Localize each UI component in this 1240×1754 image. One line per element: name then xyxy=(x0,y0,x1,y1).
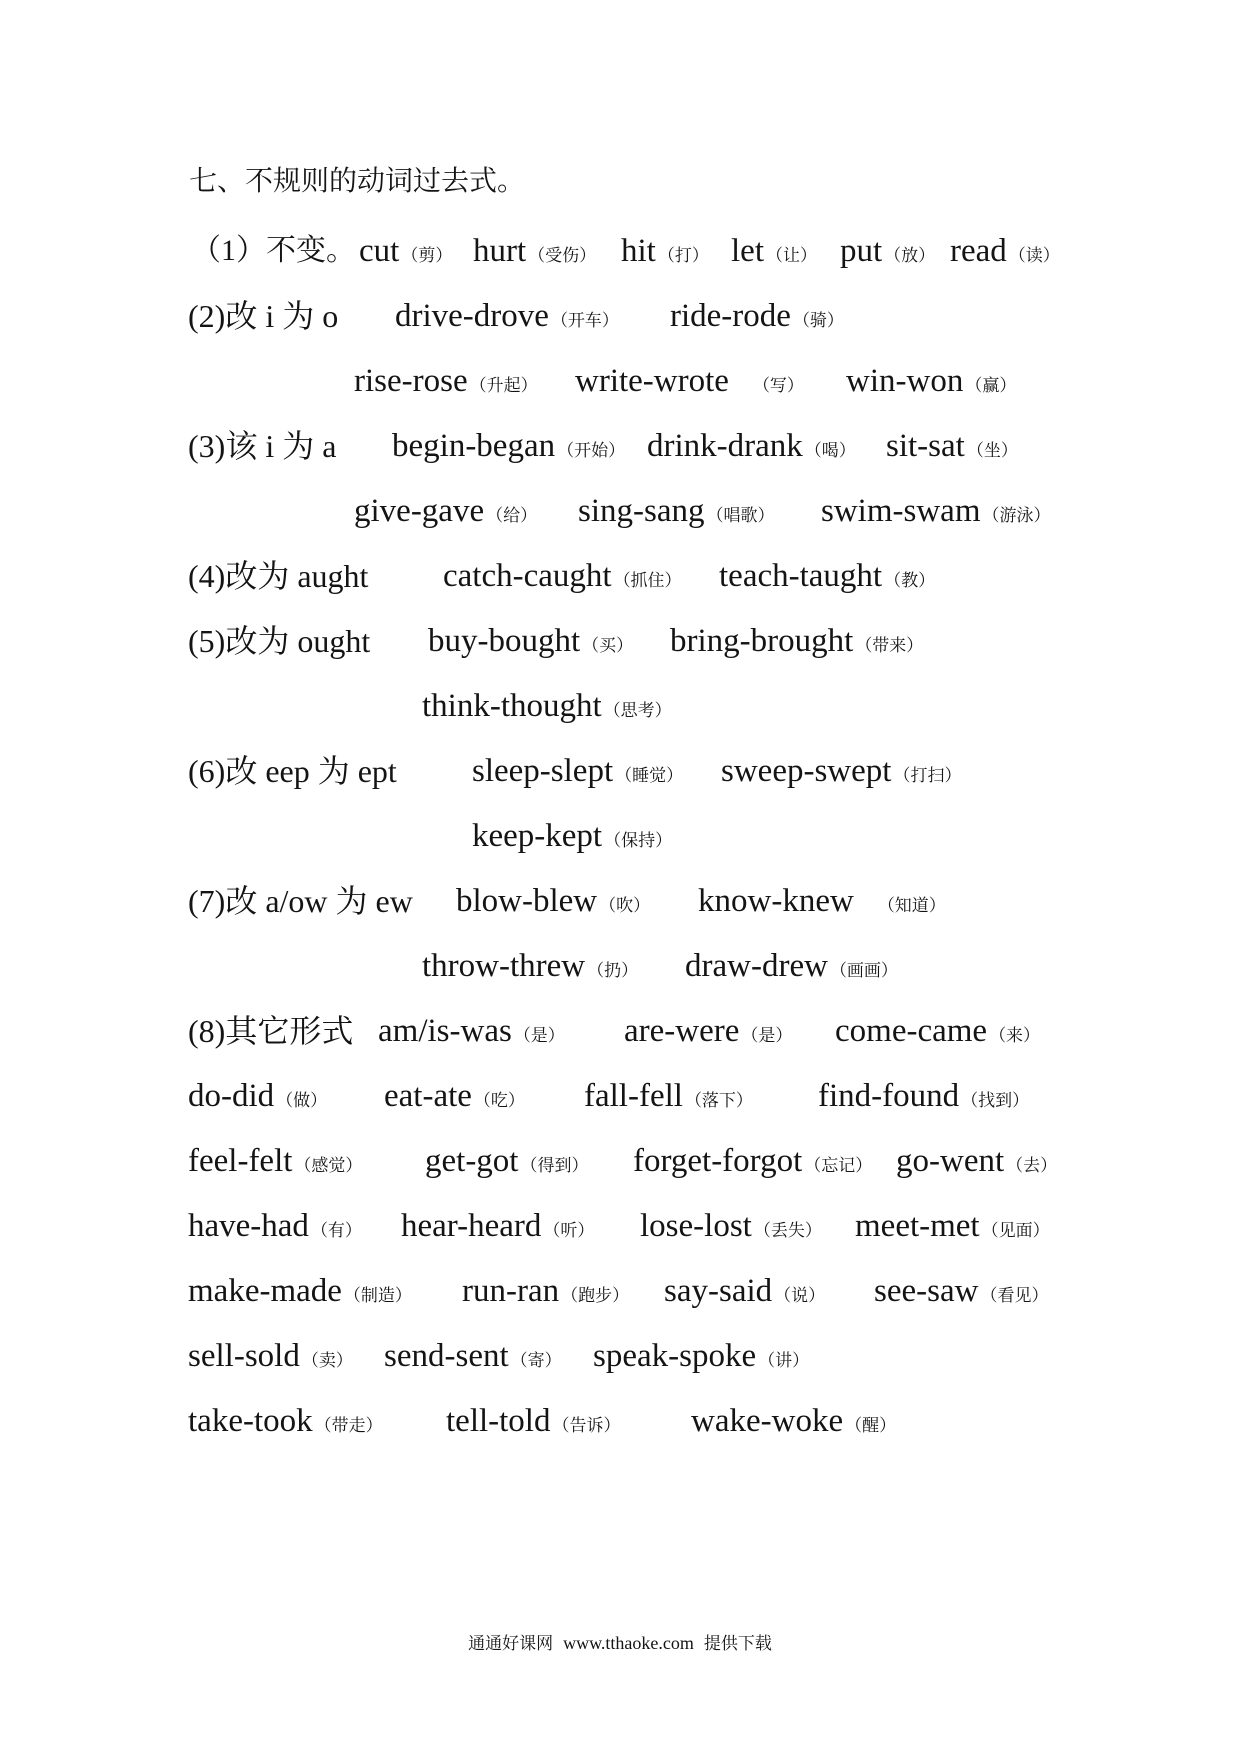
verb-forms: speak-spoke xyxy=(593,1338,757,1374)
verb-forms: throw-threw xyxy=(422,948,586,984)
verb-entry xyxy=(691,1399,896,1443)
verb-forms: hurt xyxy=(473,233,527,269)
verb-entry xyxy=(354,489,537,533)
chinese-meaning: （赢） xyxy=(965,376,1017,395)
chinese-meaning: （开车） xyxy=(550,311,619,330)
verb-entry xyxy=(950,229,1060,273)
rule-8-continuation-row xyxy=(0,1204,1240,1248)
rule-label: (7)改 a/ow 为 ew xyxy=(188,883,413,919)
footer-site-name: 通通好课网 xyxy=(468,1634,554,1653)
verb-entry xyxy=(896,1139,1057,1183)
verb-entry xyxy=(462,1269,629,1313)
chinese-meaning: （带来） xyxy=(855,636,924,655)
verb-entry xyxy=(719,554,935,598)
chinese-meaning: （给） xyxy=(486,506,538,525)
verb-forms: sweep-swept xyxy=(721,753,892,789)
verb-forms: drink-drank xyxy=(647,428,803,464)
rule-label: (5)改为 ought xyxy=(188,623,371,659)
verb-entry xyxy=(698,879,946,923)
chinese-meaning: （寄） xyxy=(510,1351,562,1370)
verb-forms: find-found xyxy=(818,1078,960,1114)
verb-entry xyxy=(456,879,650,923)
verb-forms: go-went xyxy=(896,1143,1005,1179)
rule-4-row xyxy=(0,554,1240,598)
verb-forms: tell-told xyxy=(446,1403,551,1439)
chinese-meaning: （打扫） xyxy=(893,766,962,785)
verb-entry xyxy=(354,359,538,403)
verb-forms: hit xyxy=(621,233,656,269)
verb-entry xyxy=(647,424,856,468)
verb-entry xyxy=(422,944,638,988)
verb-entry xyxy=(188,1074,327,1118)
verb-forms: buy-bought xyxy=(428,623,581,659)
page-footer xyxy=(0,1630,1240,1656)
verb-entry xyxy=(818,1074,1029,1118)
chinese-meaning: （跑步） xyxy=(561,1286,630,1305)
verb-forms: know-knew xyxy=(698,883,854,919)
verb-forms: blow-blew xyxy=(456,883,598,919)
verb-entry xyxy=(392,424,625,468)
rule-3-row xyxy=(0,424,1240,468)
verb-entry xyxy=(578,489,775,533)
chinese-meaning: （是） xyxy=(741,1026,793,1045)
chinese-meaning: （见面） xyxy=(981,1221,1050,1240)
chinese-meaning: （看见） xyxy=(980,1286,1049,1305)
chinese-meaning: （唱歌） xyxy=(706,506,775,525)
chinese-meaning: （扔） xyxy=(587,961,639,980)
rule-6-row xyxy=(0,749,1240,793)
chinese-meaning: （放） xyxy=(884,246,936,265)
verb-entry xyxy=(425,1139,588,1183)
chinese-meaning: （吃） xyxy=(473,1091,525,1110)
verb-forms: see-saw xyxy=(874,1273,979,1309)
verb-entry xyxy=(472,814,672,858)
verb-forms: lose-lost xyxy=(640,1208,752,1244)
rule-5-continuation-row xyxy=(0,684,1240,728)
footer-download-text: 提供下载 xyxy=(703,1634,772,1653)
rule-8-row xyxy=(0,1009,1240,1053)
verb-forms: sleep-slept xyxy=(472,753,614,789)
verb-forms: say-said xyxy=(664,1273,773,1309)
chinese-meaning: （吹） xyxy=(599,896,651,915)
verb-forms: take-took xyxy=(188,1403,313,1439)
chinese-meaning: （保持） xyxy=(604,831,673,850)
verb-forms: read xyxy=(950,233,1007,269)
verb-entry xyxy=(821,489,1051,533)
verb-entry xyxy=(188,1269,412,1313)
verb-forms: send-sent xyxy=(384,1338,509,1374)
chinese-meaning: （是） xyxy=(513,1026,565,1045)
section-title: 七、不规则的动词过去式。 xyxy=(189,166,526,197)
chinese-meaning: （买） xyxy=(582,636,634,655)
chinese-meaning: （骑） xyxy=(792,311,844,330)
verb-forms: put xyxy=(840,233,883,269)
chinese-meaning: （讲） xyxy=(758,1351,810,1370)
chinese-meaning: （落下） xyxy=(684,1091,753,1110)
chinese-meaning: （坐） xyxy=(966,441,1018,460)
chinese-meaning: （思考） xyxy=(603,701,672,720)
verb-forms: let xyxy=(731,233,764,269)
chinese-meaning: （写） xyxy=(752,376,804,395)
verb-forms: am/is-was xyxy=(378,1013,512,1049)
chinese-meaning: （来） xyxy=(989,1026,1041,1045)
rule-label: （1）不变。 xyxy=(191,234,356,267)
verb-entry xyxy=(846,359,1016,403)
verb-forms: are-were xyxy=(624,1013,740,1049)
rule-5-row xyxy=(0,619,1240,663)
rule-1-row xyxy=(0,229,1240,273)
verb-entry xyxy=(428,619,633,663)
verb-entry xyxy=(593,1334,809,1378)
chinese-meaning: （忘记） xyxy=(804,1156,873,1175)
rule-label: (2)改 i 为 o xyxy=(188,298,339,334)
verb-entry xyxy=(443,554,682,598)
rule-label: (8)其它形式 xyxy=(188,1013,354,1049)
verb-forms: come-came xyxy=(835,1013,988,1049)
chinese-meaning: （卖） xyxy=(301,1351,353,1370)
verb-forms: hear-heard xyxy=(401,1208,542,1244)
chinese-meaning: （让） xyxy=(765,246,817,265)
verb-forms: rise-rose xyxy=(354,363,468,399)
verb-forms: drive-drove xyxy=(395,298,549,334)
verb-entry xyxy=(731,229,817,273)
verb-forms: ride-rode xyxy=(670,298,791,334)
verb-forms: cut xyxy=(359,233,400,269)
verb-entry xyxy=(188,1334,353,1378)
chinese-meaning: （告诉） xyxy=(552,1416,621,1435)
verb-entry xyxy=(401,1204,594,1248)
verb-forms: run-ran xyxy=(462,1273,560,1309)
rule-8-continuation-row xyxy=(0,1139,1240,1183)
verb-entry xyxy=(624,1009,792,1053)
chinese-meaning: （游泳） xyxy=(982,506,1051,525)
verb-forms: make-made xyxy=(188,1273,342,1309)
chinese-meaning: （感觉） xyxy=(294,1156,363,1175)
verb-forms: get-got xyxy=(425,1143,519,1179)
verb-entry xyxy=(188,1399,383,1443)
rule-3-continuation-row xyxy=(0,489,1240,533)
verb-entry xyxy=(640,1204,822,1248)
chinese-meaning: （抓住） xyxy=(613,571,682,590)
verb-forms: draw-drew xyxy=(685,948,828,984)
verb-entry xyxy=(378,1009,565,1053)
verb-forms: sit-sat xyxy=(886,428,965,464)
chinese-meaning: （做） xyxy=(276,1091,328,1110)
verb-entry xyxy=(472,749,683,793)
chinese-meaning: （带走） xyxy=(314,1416,383,1435)
chinese-meaning: （有） xyxy=(310,1221,362,1240)
chinese-meaning: （知道） xyxy=(877,896,946,915)
rule-6-continuation-row xyxy=(0,814,1240,858)
chinese-meaning: （教） xyxy=(884,571,936,590)
chinese-meaning: （剪） xyxy=(401,246,453,265)
verb-forms: keep-kept xyxy=(472,818,603,854)
chinese-meaning: （开始） xyxy=(557,441,626,460)
footer-url: www.tthaoke.com xyxy=(563,1633,694,1653)
rule-label: (3)该 i 为 a xyxy=(188,428,337,464)
verb-entry xyxy=(840,229,935,273)
chinese-meaning: （去） xyxy=(1006,1156,1058,1175)
verb-forms: catch-caught xyxy=(443,558,612,594)
verb-forms: swim-swam xyxy=(821,493,981,529)
verb-forms: win-won xyxy=(846,363,964,399)
rule-8-continuation-row xyxy=(0,1074,1240,1118)
verb-entry xyxy=(664,1269,825,1313)
chinese-meaning: （睡觉） xyxy=(615,766,684,785)
rule-2-continuation-row xyxy=(0,359,1240,403)
rule-label: (6)改 eep 为 ept xyxy=(188,753,397,789)
chinese-meaning: （打） xyxy=(657,246,709,265)
verb-entry xyxy=(721,749,961,793)
rule-7-continuation-row xyxy=(0,944,1240,988)
verb-entry xyxy=(384,1074,525,1118)
verb-forms: do-did xyxy=(188,1078,275,1114)
verb-forms: write-wrote xyxy=(575,363,729,399)
verb-forms: begin-began xyxy=(392,428,556,464)
verb-entry xyxy=(575,359,804,403)
verb-forms: teach-taught xyxy=(719,558,883,594)
rule-8-continuation-row xyxy=(0,1399,1240,1443)
chinese-meaning: （升起） xyxy=(469,376,538,395)
chinese-meaning: （说） xyxy=(774,1286,826,1305)
verb-entry xyxy=(855,1204,1050,1248)
verb-forms: bring-brought xyxy=(670,623,854,659)
rule-8-continuation-row xyxy=(0,1269,1240,1313)
verb-entry xyxy=(422,684,672,728)
verb-entry xyxy=(395,294,619,338)
chinese-meaning: （制造） xyxy=(343,1286,412,1305)
verb-forms: sell-sold xyxy=(188,1338,300,1374)
chinese-meaning: （找到） xyxy=(961,1091,1030,1110)
verb-forms: have-had xyxy=(188,1208,309,1244)
chinese-meaning: （画画） xyxy=(829,961,898,980)
verb-forms: wake-woke xyxy=(691,1403,844,1439)
rule-label: (4)改为 aught xyxy=(188,558,369,594)
verb-entry xyxy=(670,619,923,663)
verb-entry xyxy=(384,1334,562,1378)
verb-entry xyxy=(633,1139,872,1183)
verb-entry xyxy=(446,1399,620,1443)
verb-entry xyxy=(835,1009,1040,1053)
rule-2-row xyxy=(0,294,1240,338)
verb-entry xyxy=(473,229,596,273)
chinese-meaning: （醒） xyxy=(845,1416,897,1435)
verb-forms: eat-ate xyxy=(384,1078,472,1114)
chinese-meaning: （得到） xyxy=(520,1156,589,1175)
chinese-meaning: （受伤） xyxy=(528,246,597,265)
verb-entry xyxy=(874,1269,1048,1313)
verb-entry xyxy=(685,944,898,988)
chinese-meaning: （听） xyxy=(543,1221,595,1240)
verb-entry xyxy=(188,1139,362,1183)
verb-forms: think-thought xyxy=(422,688,602,724)
rule-8-continuation-row xyxy=(0,1334,1240,1378)
verb-forms: sing-sang xyxy=(578,493,705,529)
verb-entry xyxy=(584,1074,753,1118)
verb-forms: feel-felt xyxy=(188,1143,293,1179)
chinese-meaning: （丢失） xyxy=(753,1221,822,1240)
chinese-meaning: （读） xyxy=(1008,246,1060,265)
verb-entry xyxy=(886,424,1018,468)
verb-entry xyxy=(621,229,709,273)
verb-forms: forget-forgot xyxy=(633,1143,803,1179)
verb-entry xyxy=(670,294,844,338)
verb-forms: fall-fell xyxy=(584,1078,683,1114)
verb-forms: give-gave xyxy=(354,493,485,529)
verb-entry xyxy=(188,1204,362,1248)
verb-forms: meet-met xyxy=(855,1208,980,1244)
chinese-meaning: （喝） xyxy=(804,441,856,460)
rule-7-row xyxy=(0,879,1240,923)
verb-entry xyxy=(359,229,452,273)
